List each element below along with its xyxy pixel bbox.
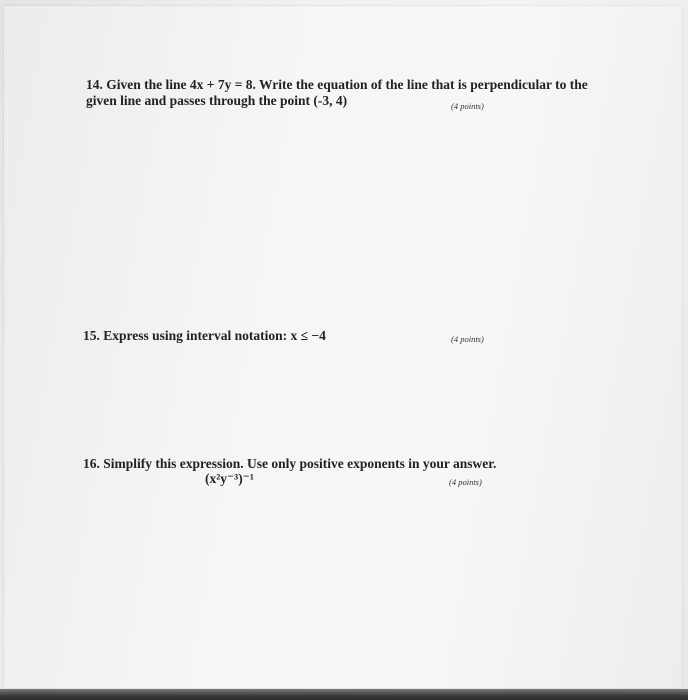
question-15-text: 15. Express using interval notation: x ≤ −4 xyxy=(83,328,326,343)
question-14-line-2: given line and passes through the point (-3, 4) xyxy=(86,93,348,108)
question-14-points: (4 points) xyxy=(451,101,484,111)
question-16-expression: (x²y⁻³)⁻¹ xyxy=(205,471,254,486)
worksheet-page xyxy=(4,6,682,688)
question-16-points: (4 points) xyxy=(449,477,482,487)
question-14-line-1: 14. Given the line 4x + 7y = 8. Write the equation of the line that is perpendicular to the xyxy=(86,77,588,92)
desk-edge xyxy=(0,689,688,700)
question-16-text: 16. Simplify this expression. Use only positive exponents in your answer. xyxy=(83,456,497,471)
question-15-points: (4 points) xyxy=(451,334,484,344)
